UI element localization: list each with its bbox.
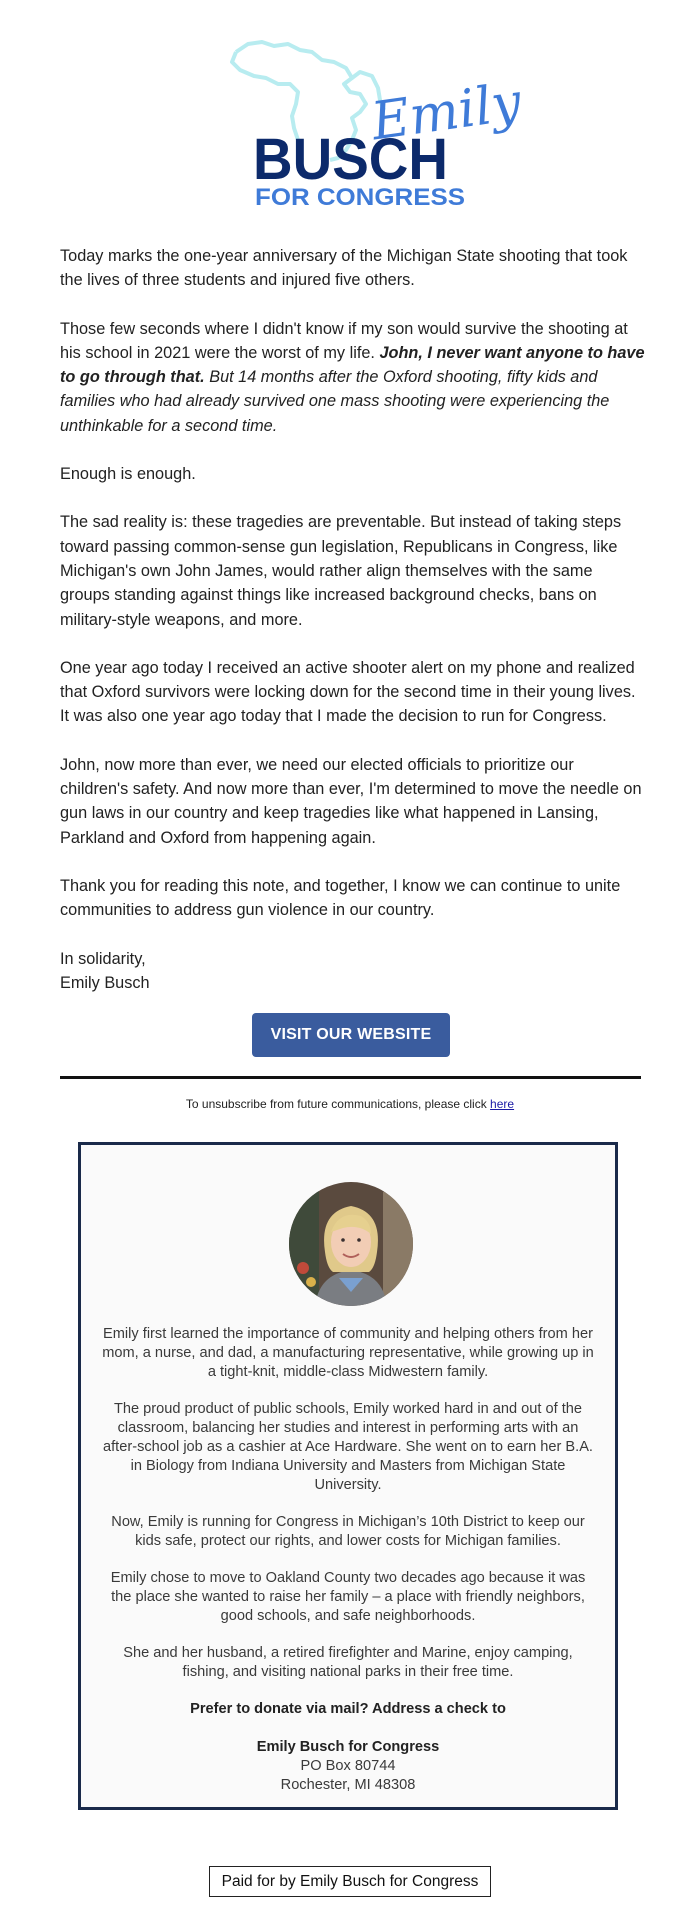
bio-paragraph: The proud product of public schools, Emily worked hard in and out of the classroom, balancing her studies and interest in performing arts with an after-school job as a cashier at Ace Hardware. She went on to earn her B.A. in Biology from Indiana University and Masters from Michigan State University. bbox=[103, 1401, 593, 1493]
logo-first-name: Emily bbox=[368, 72, 525, 153]
letter-paragraph: Those few seconds where I didn't know if my son would survive the shooting at his school in 2021 were the worst of my life. John, I never want anyone to have to go through that. But 14 months after the Oxford shooting, fifty kids and families who had already survived one mass shooting were experiencing the unthinkable for a second time. bbox=[60, 319, 645, 435]
emphasis-text: John, I never want anyone to have to go through that. bbox=[60, 343, 645, 387]
letter-closing: In solidarity, bbox=[60, 949, 146, 968]
unsubscribe-notice: To unsubscribe from future communications, please click here bbox=[185, 1097, 515, 1111]
bio-card bbox=[78, 1142, 618, 1810]
candidate-photo bbox=[289, 1182, 413, 1306]
letter-body bbox=[60, 244, 645, 995]
divider bbox=[60, 1076, 641, 1079]
address-line: PO Box 80744 bbox=[300, 1758, 396, 1774]
letter-paragraph: Thank you for reading this note, and together, I know we can continue to unite communities to address gun violence in our country. bbox=[60, 876, 621, 920]
bio-paragraph: Now, Emily is running for Congress in Michigan’s 10th District to keep our kids safe, protect our rights, and lower costs for Michigan families. bbox=[111, 1514, 585, 1549]
visit-website-button[interactable]: VISIT OUR WEBSITE bbox=[252, 1013, 450, 1057]
letter-paragraph: John, now more than ever, we need our elected officials to prioritize our children's safety. And now more than ever, I'm determined to move the needle on gun laws in our country and keep tragedies like what happened in Lansing, Parkland and Oxford from happening again. bbox=[60, 755, 642, 847]
bio-paragraph: Emily chose to move to Oakland County two decades ago because it was the place she wanted to raise her family – a place with friendly neighbors, good schools, and safe neighborhoods. bbox=[110, 1570, 586, 1624]
unsubscribe-link[interactable]: here bbox=[490, 1097, 515, 1111]
italic-text: But 14 months after the Oxford shooting, fifty kids and families who had already survived one mass shooting were experiencing the unthinkable for a second time. bbox=[60, 368, 610, 435]
logo-tagline: FOR CONGRESS bbox=[255, 184, 465, 211]
letter-paragraph: Today marks the one-year anniversary of the Michigan State shooting that took the lives of three students and injured five others. bbox=[60, 247, 628, 290]
campaign-logo bbox=[0, 0, 700, 215]
paid-for-disclaimer: Paid for by Emily Busch for Congress bbox=[209, 1866, 491, 1897]
address-name: Emily Busch for Congress bbox=[256, 1739, 440, 1755]
address-line: Rochester, MI 48308 bbox=[280, 1777, 416, 1793]
letter-paragraph: The sad reality is: these tragedies are preventable. But instead of taking steps toward passing common-sense gun legislation, Republicans in Congress, like Michigan's own John James, would rather align themselves with the same groups standing against things like increased background checks, bans on military-style weapons, and more. bbox=[60, 513, 622, 629]
candidate-portrait-icon bbox=[289, 1182, 413, 1306]
michigan-map-logo-icon bbox=[0, 0, 700, 215]
letter-paragraph: Enough is enough. bbox=[60, 465, 196, 484]
letter-paragraph: One year ago today I received an active shooter alert on my phone and realized that Oxford survivors were locking down for the second time in their young lives. It was also one year ago today that I made the decision to run for Congress. bbox=[60, 658, 636, 726]
mailing-address bbox=[99, 1738, 597, 1795]
logo-last-name: BUSCH bbox=[253, 127, 448, 192]
bio-paragraph: Emily first learned the importance of community and helping others from her mom, a nurse, and dad, a manufacturing representative, while growing up in a tight-knit, middle-class Midwestern family. bbox=[102, 1326, 594, 1380]
bio-text bbox=[99, 1325, 597, 1795]
letter-signature: Emily Busch bbox=[60, 973, 150, 992]
donate-by-mail-heading: Prefer to donate via mail? Address a check to bbox=[190, 1701, 506, 1717]
bio-paragraph: She and her husband, a retired firefighter and Marine, enjoy camping, fishing, and visiting national parks in their free time. bbox=[123, 1645, 573, 1680]
